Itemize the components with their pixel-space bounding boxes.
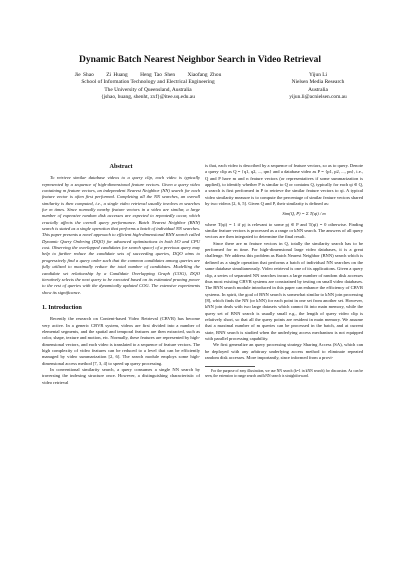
- author-institution: The University of Queensland, Australia: [104, 86, 192, 93]
- abstract-heading: Abstract: [109, 163, 133, 170]
- intro-paragraph: In conventional similarity search, a query consumes a single NN search by traversing the indexing structure once. However, a distinguishing characteristic of video retrieval: [42, 366, 200, 385]
- body-paragraph: Since there are m feature vectors in Q, totally the similarity search has to be performed for m time. For high-dimensional large video databases, it is a great challenge. We address this problem as Batch Nearest Neighbor (BNN) search which is defined as a single operation that performs a batch of individual NN searches on the same database simultaneously. Video retrieval is one of its applications. Given a query clip, a series of separated NN searches incurs a large number of random disk accesses thus most existing CBVR systems are constrained by testing on small video databases. The BNN search module introduced in this paper can enhance the efficiency of CBVR systems. In spirit, the goal of BNN search is somewhat similar to kNN join processing [8], which finds the NN (or kNN) for each point in one set from another set. However, kNN join deals with two large datasets which cannot fit into main memory, while the query set of BNN search is usually small e.g., the length of query video clip is relatively short, so that all the query points are resident in main memory. We assume that a maximal number of m queries can be processed in the batch, and at current state, BNN search is studied when the underlying access mechanism is not equipped with parallel processing capability.: [205, 240, 363, 341]
- author-affiliation: Nielsen Media Research: [291, 79, 345, 86]
- right-column: [205, 163, 363, 379]
- author-name: Xiaofang Zhou: [187, 72, 222, 78]
- body-paragraph: We first generalize an query processing strategy Sharing Access (SA), which can be deployed with any arbitrary underlying access method to eliminate repeated random disk accesses. More importantly, since informed from a provi-: [205, 342, 363, 360]
- intro-heading: 1. Introduction: [42, 303, 82, 311]
- author-name: Zi Huang: [106, 72, 128, 78]
- paper-title: Dynamic Batch Nearest Neighbor Search in Video Retrieval: [79, 55, 321, 65]
- authors-right: [268, 72, 368, 102]
- footnote: For the purpose of easy illustration, we use NN search (k=1 in kNN search) for discussion. As can be seen, the extension to range search and kNN search is straightforward.: [205, 369, 363, 379]
- body-paragraph: is that, each video is described by a sequence of feature vectors, so as to query. Denote a query clip as Q = {q1, q2, ..., qm} and a database video as P = {p1, p2, ..., pn}, i.e., Q and P have m and n feature vectors (or representatives if some summarization is applied), to identify whether P is similar to Q or contains Q, typically for each qi ∈ Q, a search is first performed in P to retrieve the similar feature vectors to qi. A typical video similarity measure is to compute the percentage of similar feature vectors shared by two videos [2, 6, 5]. Given Q and P, their similarity is defined as:: [205, 163, 363, 207]
- similarity-formula: Sim(Q, P) = Σ T(qi) / m: [282, 211, 326, 217]
- author-affiliation: School of Information Technology and Electrical Engineering: [81, 79, 215, 86]
- author-name: Yijun Li: [308, 72, 328, 78]
- author-country: Australia: [308, 86, 328, 93]
- abstract-text: To retrieve similar database videos to a query clip, each video is typically represented by a sequence of high-dimensional feature vectors. Given a query video containing m feature vectors, an independent Nearest Neighbor (NN) search for each feature vector is often first performed. Completing all the NN searches, an overall similarity is then computed, i.e., a single video retrieval usually involves m searches for m times. Since normally nearby feature vectors in a video are similar, a large number of expensive random disk accesses are expected to repeatedly occur, which crucially affects the overall query performance. Batch Nearest Neighbor (BNN) search is stated as a single operation that performs a batch of individual NN searches. This paper presents a novel approach to efficient high-dimensional BNN search called Dynamic Query Ordering (DQO) for advanced optimizations in both I/O and CPU cost. Observing the overlapped candidates (or search space) of a previous query may help to further reduce the candidate sets of succeeding queries, DQO aims to progressively find a query order such that the common candidates among queries are fully utilized to maximally reduce the total number of candidates. Modelling the candidate set relationship by a Candidate Overlapping Graph (COG), DQO iteratively selects the next query to be executed based on its estimated pruning power to the rest of queries with the dynamically updated COG. The extensive experiments show its significance.: [42, 175, 200, 295]
- authors-left: [38, 72, 258, 102]
- author-name: Jie Shao: [74, 72, 94, 78]
- author-email: {jshao, huang, shenht, zxf}@itee.uq.edu.au: [101, 94, 195, 101]
- body-paragraph: where T(qi) = 1 if pj is relevant to some pj ∈ P and T(qi) = 0 otherwise. Finding similar feature vectors is processed as a range or kNN search. The answers of all query vectors are then integrated to determine the final result.: [205, 221, 363, 240]
- author-email: yijun.li@acnielsen.com.au: [289, 94, 347, 101]
- footnote-rule: [205, 366, 255, 367]
- author-name: Heng Tao Shen: [140, 72, 176, 78]
- left-column: [42, 164, 200, 386]
- intro-paragraph: Recently the research on Content-based Video Retrieval (CBVR) has become very active. In a generic CBVR system, videos are first divided into a number of elemental segments, and the spatial and temporal features are then extracted, such as color, shape, texture and motion, etc. Normally, these features are represented by high-dimensional vectors, and each video is translated to a sequence of feature vectors. The high complexity of video features can be reduced to a level that can be efficiently managed by video summarization [2, 6]. The search module employs some high-dimensional access method [7, 3, 4] to speed up query processing.: [42, 316, 200, 366]
